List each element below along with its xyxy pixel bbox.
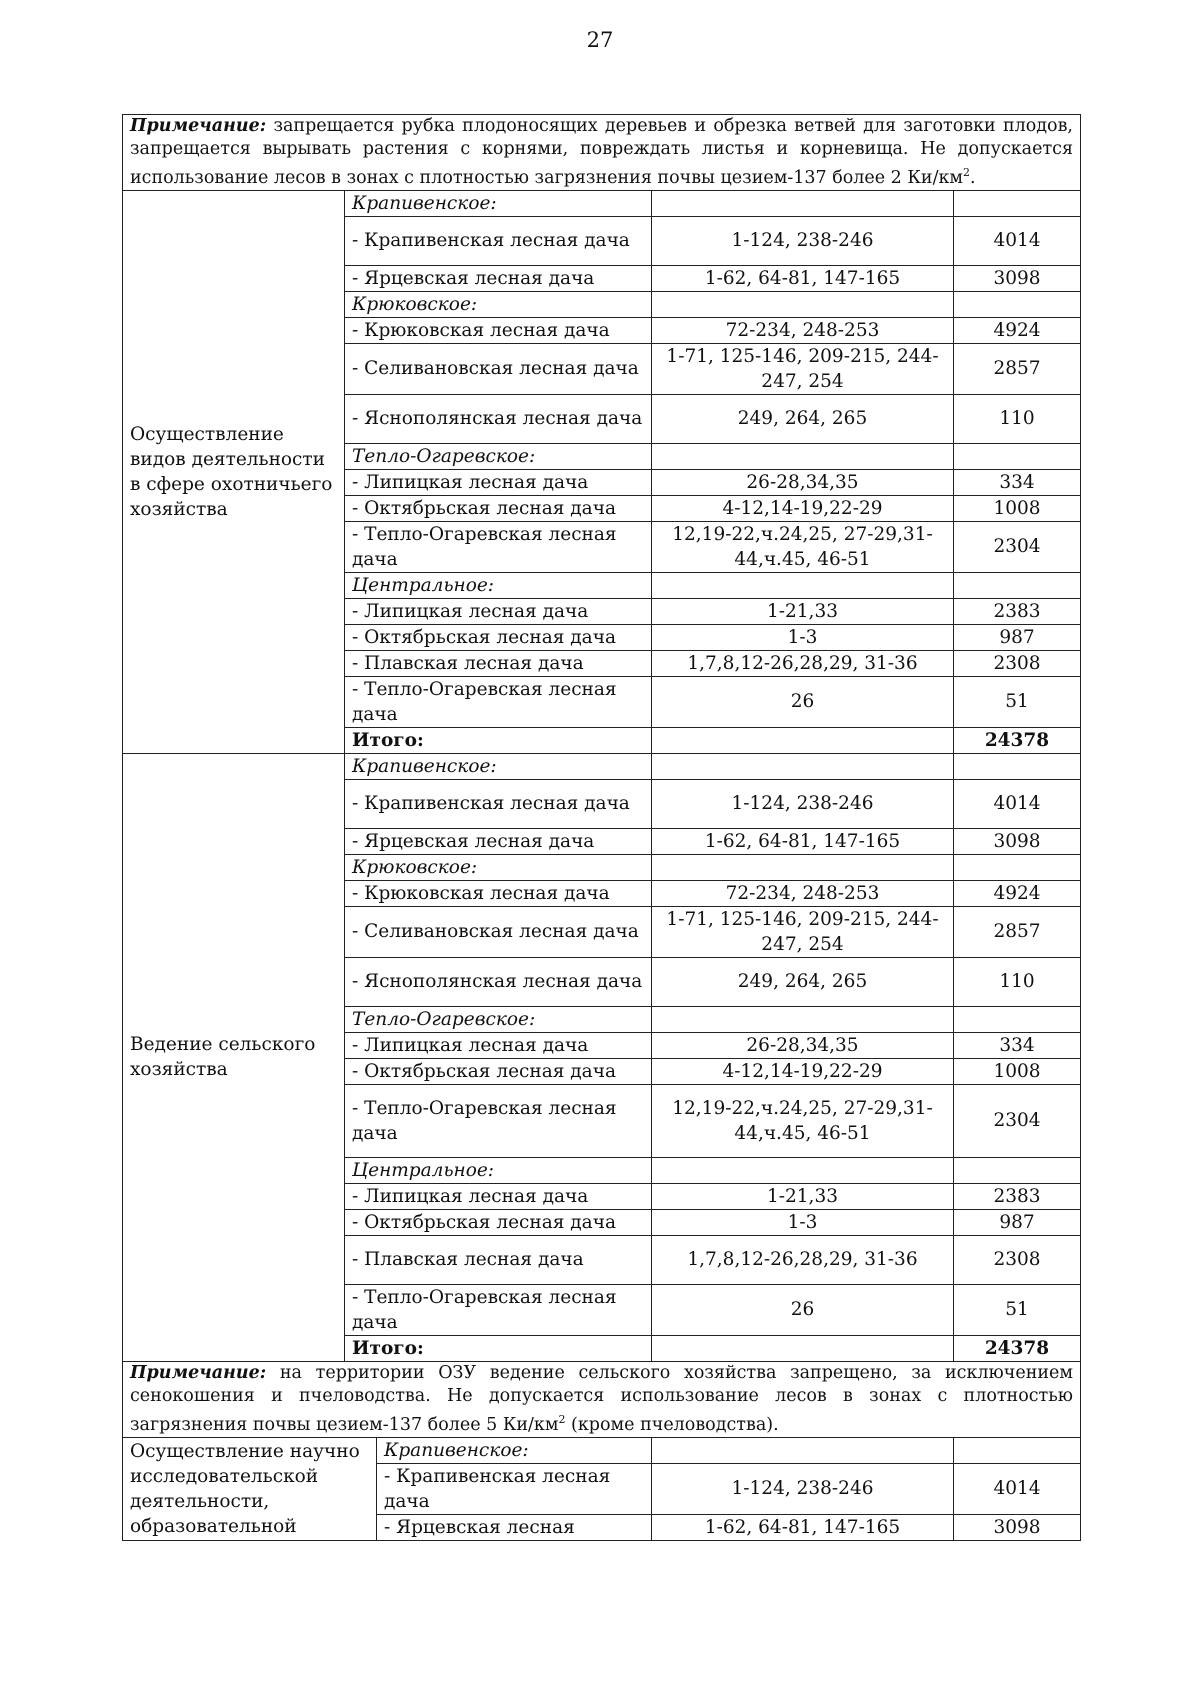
quarters-cell: 12,19-22,ч.24,25, 27-29,31-44,ч.45, 46-51 — [652, 521, 954, 572]
quarters-cell: 1-3 — [652, 1209, 954, 1235]
forest-name: - Липицкая лесная дача — [345, 1032, 652, 1058]
district-name: Крюковское: — [345, 854, 652, 880]
total-label: Итого: — [345, 727, 652, 753]
empty-cell — [954, 572, 1081, 598]
area-cell: 334 — [954, 469, 1081, 495]
district-name: Крюковское: — [345, 291, 652, 317]
area-cell: 987 — [954, 624, 1081, 650]
forest-name: - Липицкая лесная дача — [345, 598, 652, 624]
note-tail: . — [970, 167, 976, 188]
forest-name: - Липицкая лесная дача — [345, 469, 652, 495]
area-cell: 2383 — [954, 1183, 1081, 1209]
area-cell: 4014 — [954, 1463, 1081, 1514]
district-name: Центральное: — [345, 572, 652, 598]
quarters-cell: 1-124, 238-246 — [652, 779, 954, 828]
empty-cell — [954, 1437, 1081, 1463]
forest-name: - Октябрьская лесная дача — [345, 624, 652, 650]
quarters-cell: 1-124, 238-246 — [652, 1463, 954, 1514]
note-row — [123, 1361, 1081, 1437]
quarters-cell: 249, 264, 265 — [652, 394, 954, 443]
empty-cell — [954, 291, 1081, 317]
quarters-cell: 72-234, 248-253 — [652, 317, 954, 343]
forest-name: - Ярцевская лесная — [377, 1514, 652, 1540]
district-row — [123, 1437, 1081, 1463]
total-value: 24378 — [954, 727, 1081, 753]
forest-name: - Крапивенская лесная дача — [345, 216, 652, 265]
empty-cell — [954, 443, 1081, 469]
forest-use-table — [122, 114, 1081, 1541]
area-cell: 110 — [954, 957, 1081, 1006]
quarters-cell: 72-234, 248-253 — [652, 880, 954, 906]
activity-cell: Осуществление научно исследовательской деятельности, образовательной — [123, 1437, 377, 1540]
forest-name: - Яснополянская лесная дача — [345, 394, 652, 443]
empty-cell — [652, 1335, 954, 1361]
empty-cell — [652, 727, 954, 753]
forest-name: - Октябрьская лесная дача — [345, 495, 652, 521]
area-cell: 1008 — [954, 1058, 1081, 1084]
forest-name: - Ярцевская лесная дача — [345, 828, 652, 854]
area-cell: 2308 — [954, 1235, 1081, 1284]
area-cell: 2857 — [954, 906, 1081, 957]
empty-cell — [954, 190, 1081, 216]
empty-cell — [954, 854, 1081, 880]
forest-name: - Плавская лесная дача — [345, 650, 652, 676]
area-cell: 1008 — [954, 495, 1081, 521]
quarters-cell: 1-3 — [652, 624, 954, 650]
quarters-cell: 26-28,34,35 — [652, 469, 954, 495]
area-cell: 3098 — [954, 1514, 1081, 1540]
area-cell: 3098 — [954, 828, 1081, 854]
empty-cell — [652, 443, 954, 469]
area-cell: 110 — [954, 394, 1081, 443]
empty-cell — [652, 854, 954, 880]
quarters-cell: 26 — [652, 676, 954, 727]
area-cell: 51 — [954, 1284, 1081, 1335]
page-number: 27 — [586, 28, 614, 52]
note-superscript: 2 — [558, 1412, 566, 1426]
district-name: Тепло-Огаревское: — [345, 443, 652, 469]
note-tail: (кроме пчеловодства). — [565, 1414, 779, 1435]
empty-cell — [652, 572, 954, 598]
note-text: запрещается рубка плодоносящих деревьев и обрезка ветвей для заготовки плодов, запрещается вырывать растения с корнями, повреждать листья и корневища. Не допускается использование лесов в зонах с плотностью загрязнения почвы цезием-137 более 2 Ки/км — [130, 116, 1073, 188]
note-row — [123, 115, 1081, 191]
quarters-cell: 1,7,8,12-26,28,29, 31-36 — [652, 650, 954, 676]
area-cell: 334 — [954, 1032, 1081, 1058]
forest-name: - Ярцевская лесная дача — [345, 265, 652, 291]
quarters-cell: 26 — [652, 1284, 954, 1335]
empty-cell — [652, 1006, 954, 1032]
forest-name: - Октябрьская лесная дача — [345, 1209, 652, 1235]
area-cell: 2304 — [954, 521, 1081, 572]
area-cell: 4014 — [954, 779, 1081, 828]
area-cell: 2383 — [954, 598, 1081, 624]
empty-cell — [954, 1006, 1081, 1032]
forest-name: - Плавская лесная дача — [345, 1235, 652, 1284]
quarters-cell: 1-21,33 — [652, 1183, 954, 1209]
forest-name: - Яснополянская лесная дача — [345, 957, 652, 1006]
activity-cell: Ведение сельского хозяйства — [123, 753, 345, 1361]
quarters-cell: 1,7,8,12-26,28,29, 31-36 — [652, 1235, 954, 1284]
activity-cell: Осуществление видов деятельности в сфере охотничьего хозяйства — [123, 190, 345, 753]
quarters-cell: 4-12,14-19,22-29 — [652, 495, 954, 521]
note-cell — [123, 115, 1081, 191]
area-cell: 4924 — [954, 880, 1081, 906]
empty-cell — [652, 190, 954, 216]
quarters-cell: 12,19-22,ч.24,25, 27-29,31-44,ч.45, 46-51 — [652, 1084, 954, 1157]
empty-cell — [652, 291, 954, 317]
forest-name: - Тепло-Огаревская лесная дача — [345, 521, 652, 572]
forest-name: - Октябрьская лесная дача — [345, 1058, 652, 1084]
empty-cell — [652, 1437, 954, 1463]
empty-cell — [954, 753, 1081, 779]
forest-name: - Селивановская лесная дача — [345, 906, 652, 957]
district-row — [123, 753, 1081, 779]
forest-name: - Крюковская лесная дача — [345, 880, 652, 906]
forest-name: - Тепло-Огаревская лесная дача — [345, 676, 652, 727]
quarters-cell: 1-71, 125-146, 209-215, 244-247, 254 — [652, 906, 954, 957]
note-cell — [123, 1361, 1081, 1437]
empty-cell — [954, 1157, 1081, 1183]
note-superscript: 2 — [963, 166, 971, 179]
area-cell: 3098 — [954, 265, 1081, 291]
total-value: 24378 — [954, 1335, 1081, 1361]
total-label: Итого: — [345, 1335, 652, 1361]
district-row — [123, 190, 1081, 216]
forest-name: - Крюковская лесная дача — [345, 317, 652, 343]
area-cell: 987 — [954, 1209, 1081, 1235]
forest-name: - Крапивенская лесная дача — [345, 779, 652, 828]
area-cell: 4014 — [954, 216, 1081, 265]
forest-name: - Тепло-Огаревская лесная дача — [345, 1084, 652, 1157]
district-name: Крапивенское: — [345, 190, 652, 216]
area-cell: 4924 — [954, 317, 1081, 343]
quarters-cell: 249, 264, 265 — [652, 957, 954, 1006]
empty-cell — [652, 1157, 954, 1183]
district-name: Крапивенское: — [345, 753, 652, 779]
quarters-cell: 1-124, 238-246 — [652, 216, 954, 265]
note-text: на территории ОЗУ ведение сельского хозяйства запрещено, за исключением сенокошения и пчеловодства. Не допускается использование лесов в зонах с плотностью загрязнения почвы цезием-137 более 5 Ки/км — [130, 1362, 1073, 1435]
quarters-cell: 1-62, 64-81, 147-165 — [652, 265, 954, 291]
district-name: Крапивенское: — [377, 1437, 652, 1463]
forest-name: - Крапивенская лесная дача — [377, 1463, 652, 1514]
area-cell: 2857 — [954, 343, 1081, 394]
area-cell: 2308 — [954, 650, 1081, 676]
district-name: Центральное: — [345, 1157, 652, 1183]
forest-name: - Липицкая лесная дача — [345, 1183, 652, 1209]
note-label: Примечание: — [130, 116, 267, 136]
quarters-cell: 1-62, 64-81, 147-165 — [652, 828, 954, 854]
note-label: Примечание: — [130, 1362, 267, 1383]
empty-cell — [652, 753, 954, 779]
quarters-cell: 1-21,33 — [652, 598, 954, 624]
area-cell: 51 — [954, 676, 1081, 727]
district-name: Тепло-Огаревское: — [345, 1006, 652, 1032]
quarters-cell: 26-28,34,35 — [652, 1032, 954, 1058]
forest-name: - Селивановская лесная дача — [345, 343, 652, 394]
forest-use-table-body — [123, 115, 1081, 1541]
quarters-cell: 4-12,14-19,22-29 — [652, 1058, 954, 1084]
forest-name: - Тепло-Огаревская лесная дача — [345, 1284, 652, 1335]
quarters-cell: 1-62, 64-81, 147-165 — [652, 1514, 954, 1540]
quarters-cell: 1-71, 125-146, 209-215, 244-247, 254 — [652, 343, 954, 394]
area-cell: 2304 — [954, 1084, 1081, 1157]
